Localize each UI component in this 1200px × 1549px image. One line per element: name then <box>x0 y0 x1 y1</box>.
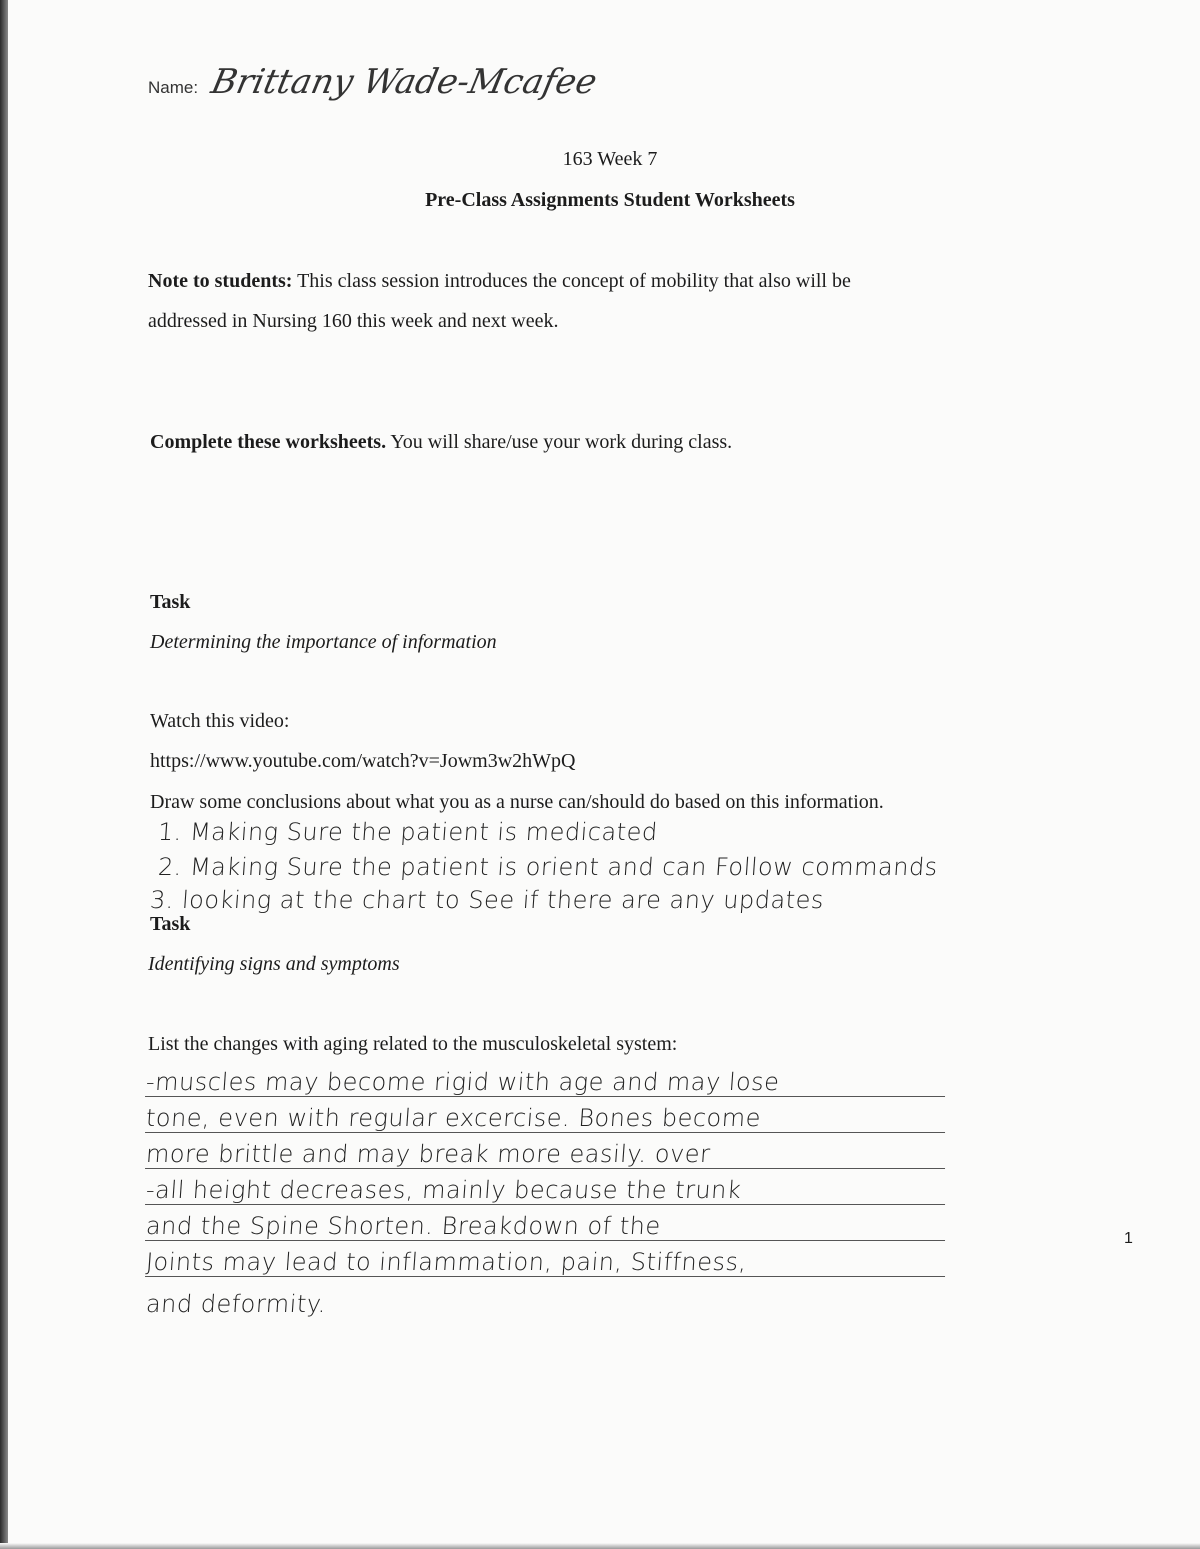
task2-answer-line-1: -muscles may become rigid with age and may lose <box>145 1068 947 1097</box>
task2-answer-line-2: tone, even with regular excercise. Bones become <box>145 1104 947 1133</box>
scan-edge-bottom <box>0 1543 1200 1549</box>
task2-answer-line-7: and deformity. <box>145 1290 328 1318</box>
task1-answer-2: 2. Making Sure the patient is orient and can Follow commands <box>157 853 939 881</box>
task2-heading: Task <box>150 913 191 935</box>
note-text-1: This class session introduces the concept of mobility that also will be <box>292 270 851 292</box>
note-line-2: addressed in Nursing 160 this week and next week. <box>148 310 559 332</box>
task1-answer-3: 3. looking at the chart to See if there are any updates <box>149 886 825 914</box>
task2-answer-line-6: Joints may lead to inflammation, pain, Stiffness, <box>145 1248 947 1277</box>
task1-heading: Task <box>150 591 191 613</box>
instructions-label: Complete these worksheets. <box>150 431 387 453</box>
video-url[interactable]: https://www.youtube.com/watch?v=Jowm3w2hWpQ <box>150 750 576 772</box>
task2-answer-line-4: -all height decreases, mainly because the trunk <box>145 1176 947 1205</box>
course-title: 163 Week 7 <box>562 148 658 170</box>
note-label: Note to students: <box>148 270 293 292</box>
note-line-1 <box>148 270 851 293</box>
task2-subtitle: Identifying signs and symptoms <box>148 953 400 975</box>
name-label: Name: <box>148 78 199 97</box>
task1-prompt: Draw some conclusions about what you as a nurse can/should do based on this information. <box>150 791 884 813</box>
instructions <box>150 431 732 454</box>
task1-answer-1: 1. Making Sure the patient is medicated <box>157 818 659 846</box>
name-signature: Brittany Wade-Mcafee <box>207 62 601 102</box>
task2-prompt: List the changes with aging related to the musculoskeletal system: <box>148 1033 678 1055</box>
instructions-text: You will share/use your work during class. <box>386 431 733 453</box>
task2-answer-line-3: more brittle and may break more easily. over <box>145 1140 947 1169</box>
page-number: 1 <box>1124 1230 1133 1247</box>
watch-label: Watch this video: <box>150 710 290 732</box>
task2-answer-line-5: and the Spine Shorten. Breakdown of the <box>145 1212 947 1241</box>
worksheet-title: Pre-Class Assignments Student Worksheets <box>425 189 795 211</box>
task1-subtitle: Determining the importance of information <box>150 631 497 653</box>
scan-edge <box>0 0 8 1549</box>
